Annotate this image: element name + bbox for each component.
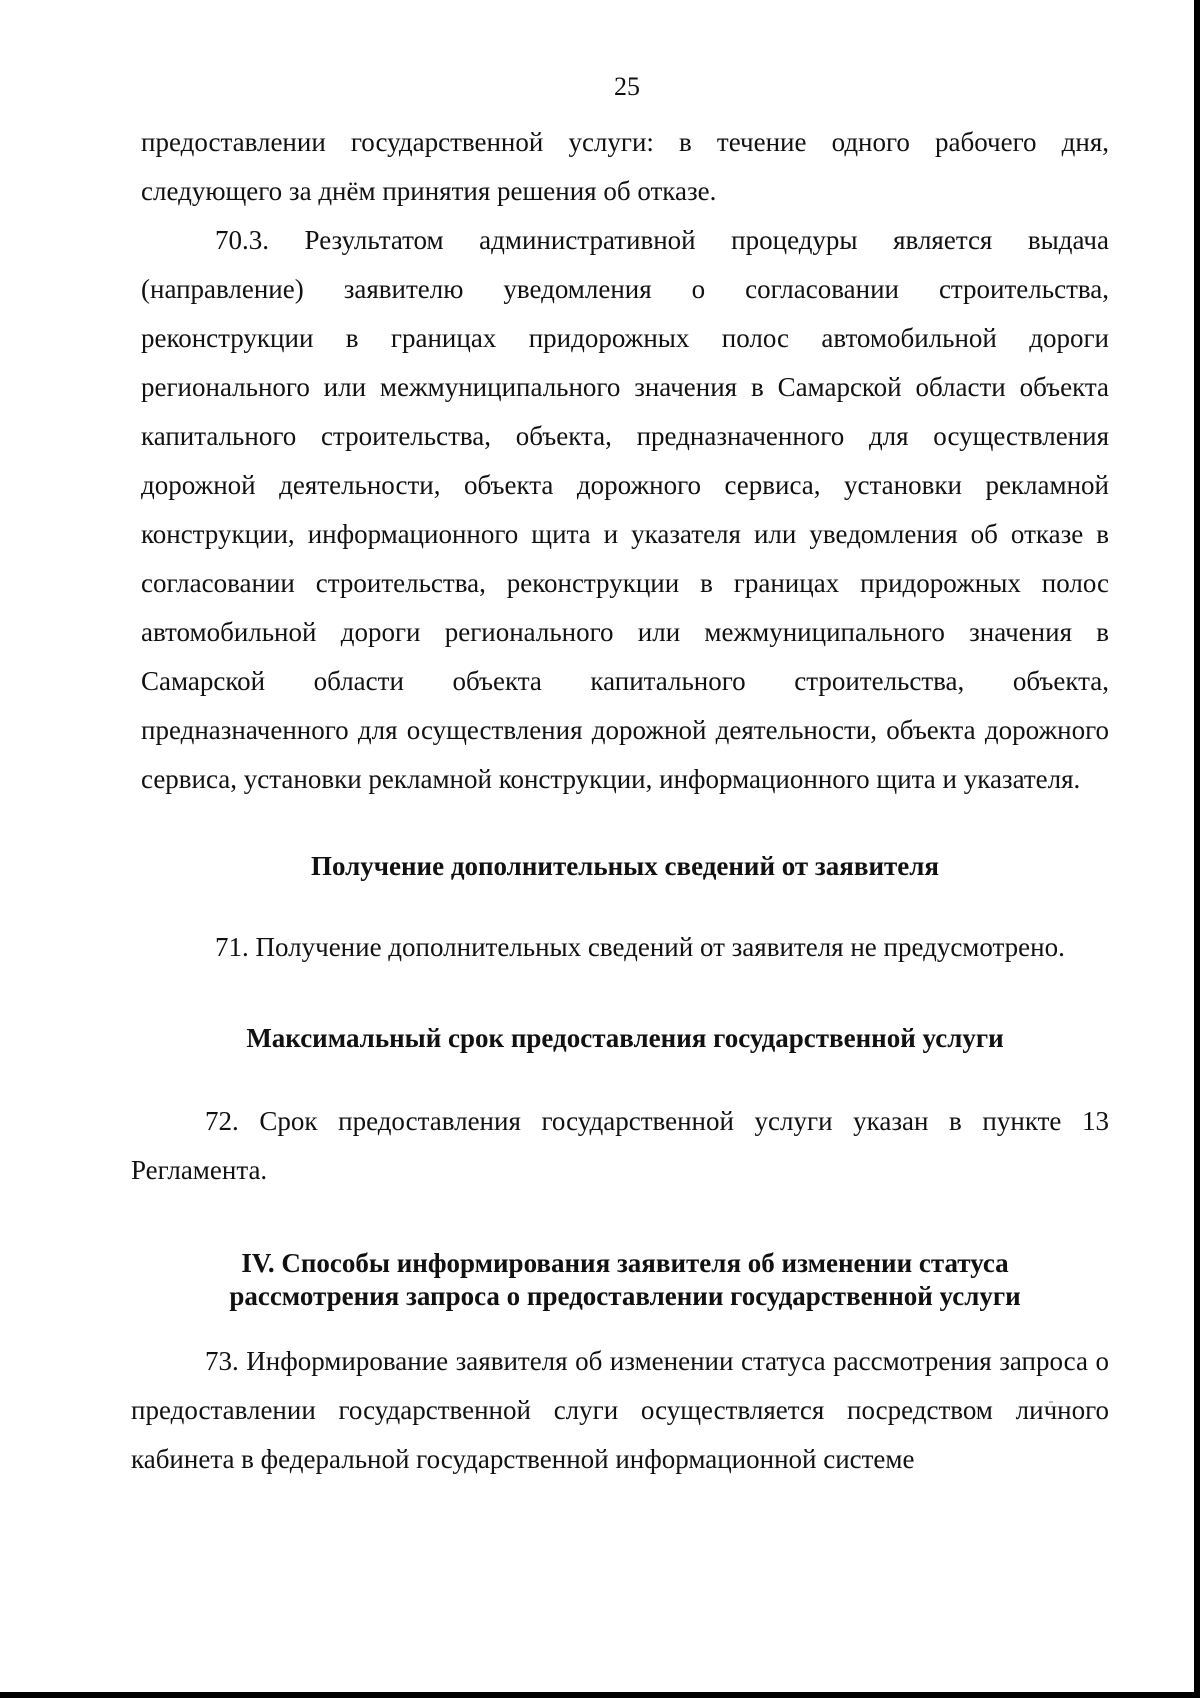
paragraph-72: 72. Срок предоставления государственной услуги указан в пункте 13 Регламента. xyxy=(131,1106,1109,1185)
heading-max-term: Максимальный срок предоставления государственной услуги xyxy=(246,1023,1004,1053)
page-border-bottom xyxy=(0,1692,1200,1698)
paragraph-70-3: 70.3. Результатом административной процедуры является выдача (направление) заявителю уведомления о согласовании строительства, реконструкции в границах придорожных полос автомобильной дороги регионального или межмуниципального значения в Самарской области объекта капитального строительства, объекта, предназначенного для осуществления дорожной деятельности, объекта дорожного сервиса, установки рекламной конструкции, информационного щита и указателя или уведомления об отказе в согласовании строительства, реконструкции в границах придорожных полос автомобильной дороги регионального или межмуниципального значения в Самарской области объекта капитального строительства, объекта, предназначенного для осуществления дорожной деятельности, объекта дорожного сервиса, установки рекламной конструкции, информационного щита и указателя. xyxy=(141,225,1109,794)
page-number: 25 xyxy=(614,72,640,101)
heading-section-iv-line-2: рассмотрения запроса о предоставлении государственной услуги xyxy=(229,1281,1021,1311)
heading-additional-info: Получение дополнительных сведений от заявителя xyxy=(310,851,940,881)
document-body xyxy=(131,118,1109,1484)
heading-section-iv-line-1: IV. Способы информирования заявителя об изменении статуса xyxy=(241,1248,1009,1278)
paragraph-continuation: предоставлении государственной услуги: в течение одного рабочего дня, следующего за днём принятия решения об отказе. xyxy=(141,127,1109,206)
paragraph-73: 73. Информирование заявителя об изменении статуса рассмотрения запроса о предоставлении государственной слуги осуществляется посредством личного кабинета в федеральной государственной информационной системе xyxy=(131,1346,1109,1474)
page-border-right xyxy=(1194,0,1200,1698)
paragraph-71: 71. Получение дополнительных сведений от заявителя не предусмотрено. xyxy=(215,932,1065,962)
heading-section-iv xyxy=(141,1247,1109,1313)
